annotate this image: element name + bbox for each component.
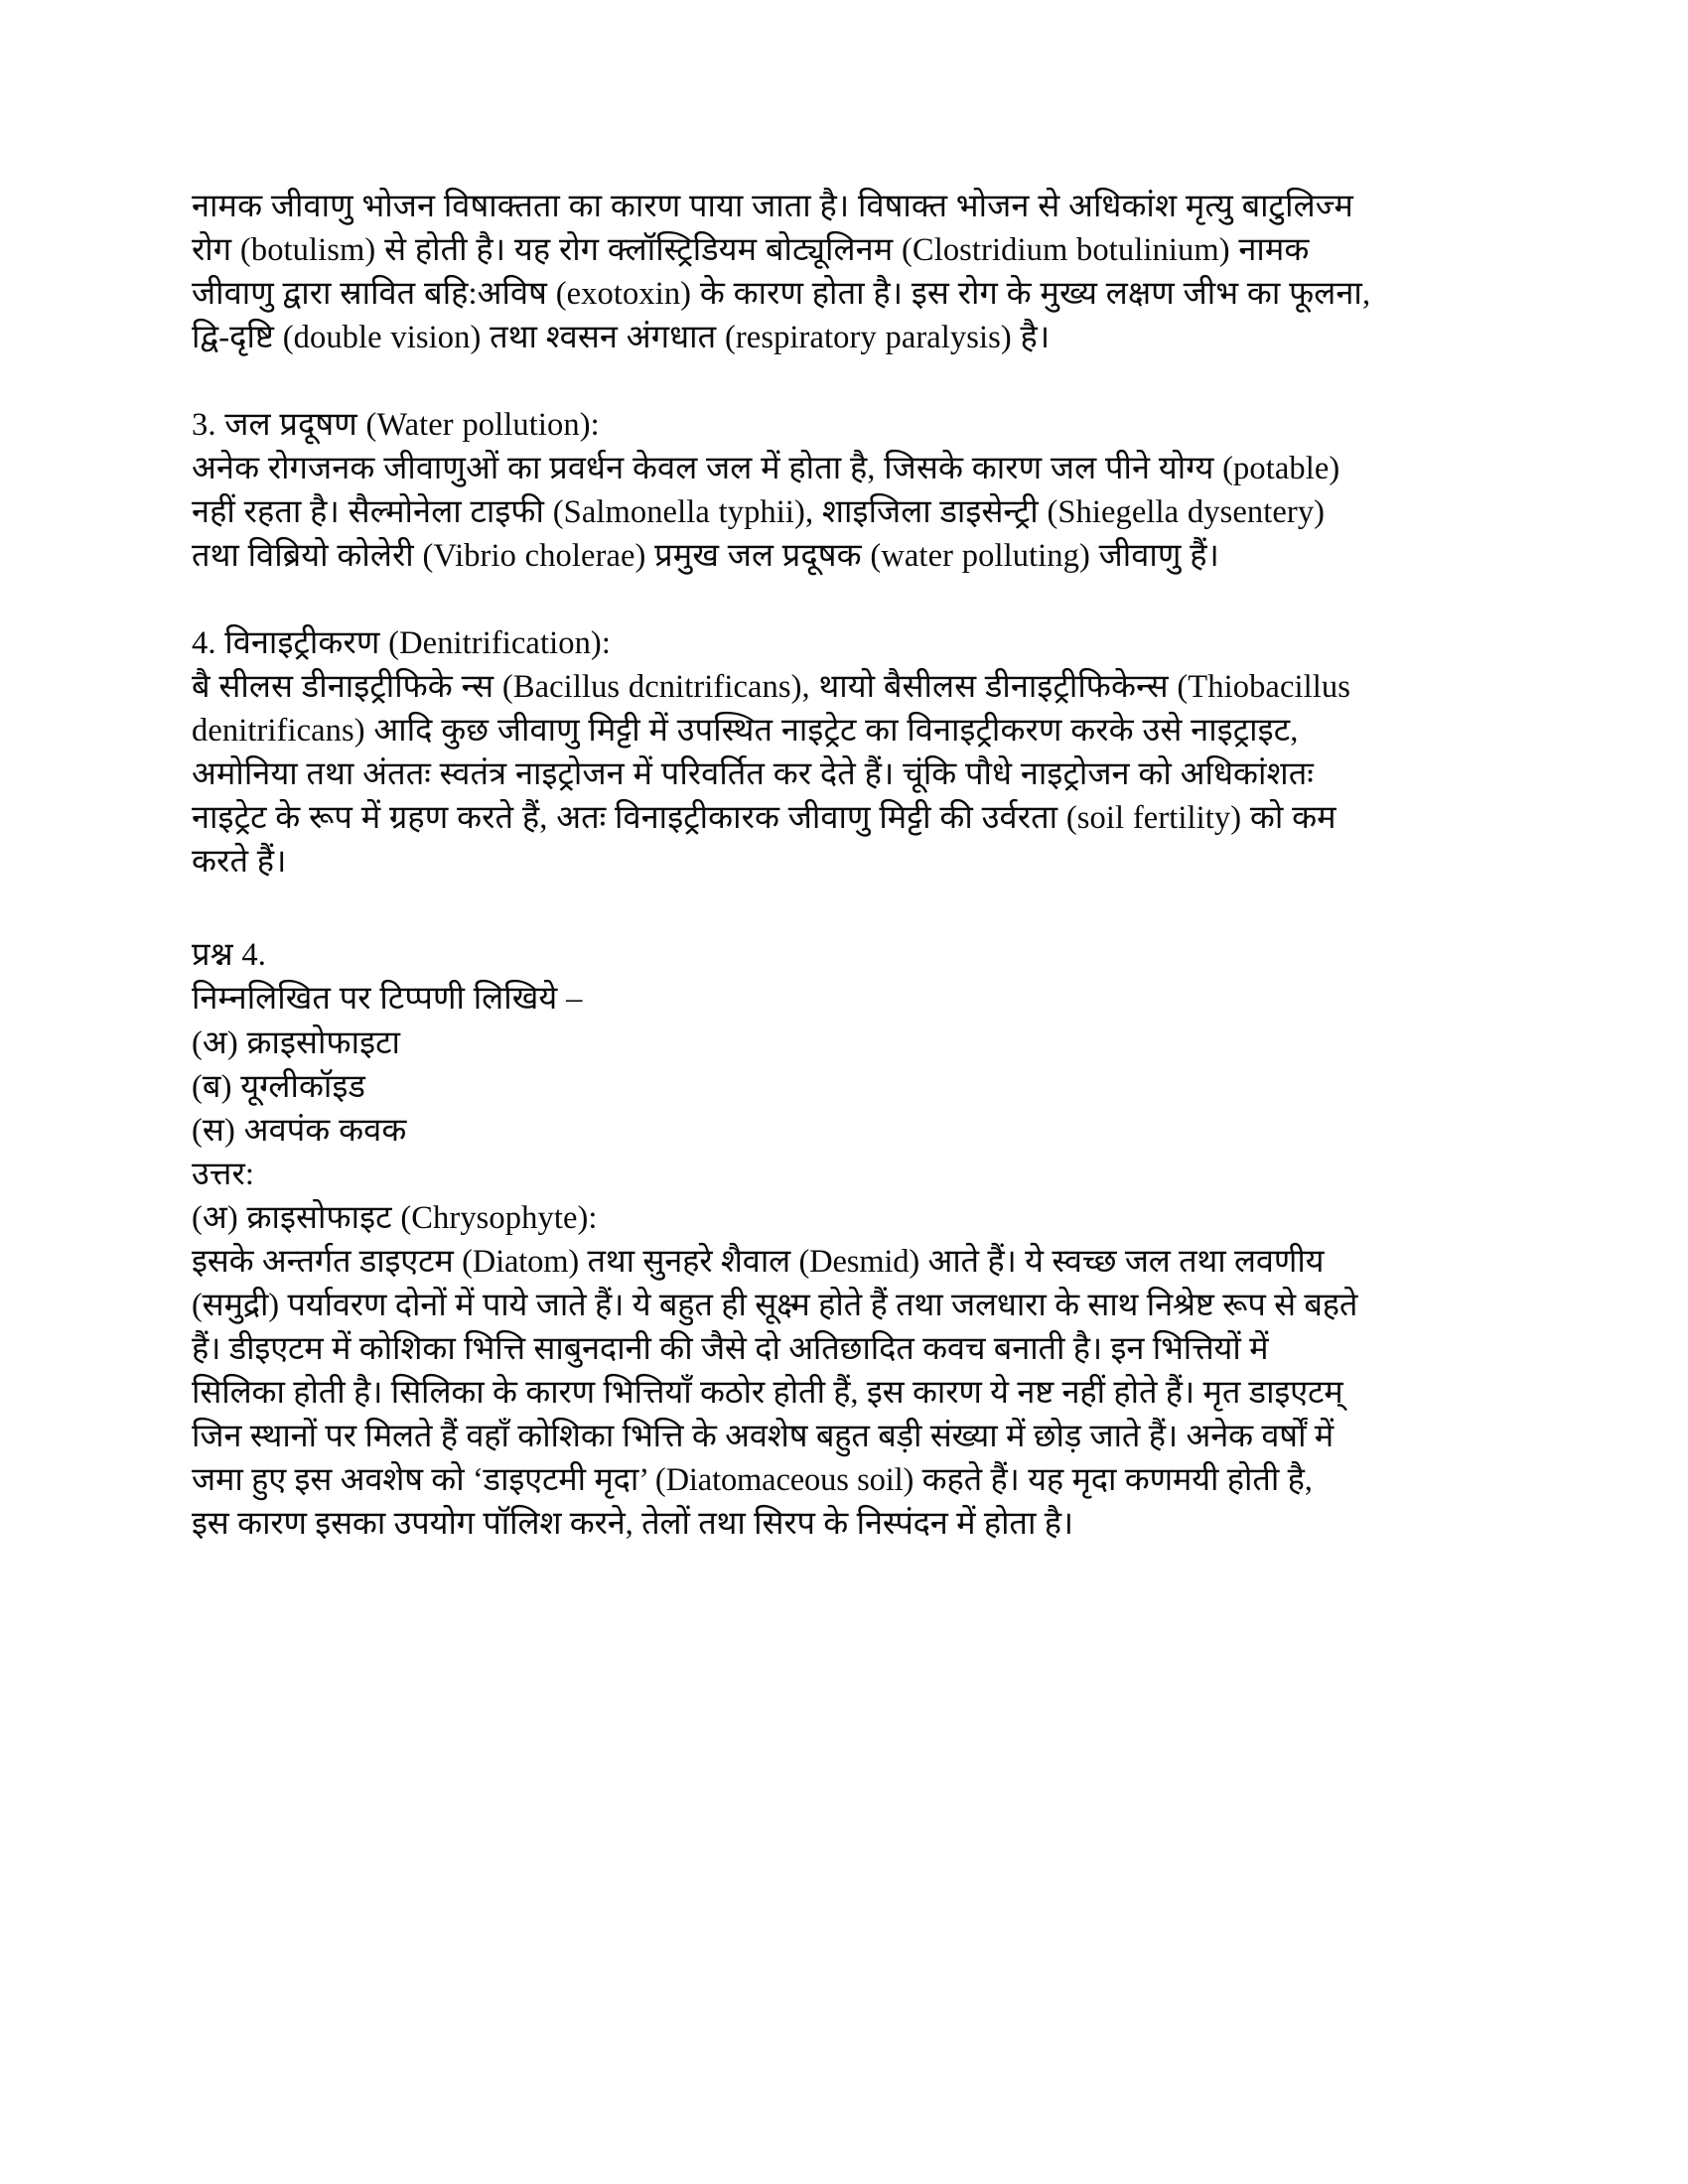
question-prompt: निम्नलिखित पर टिप्पणी लिखिये – <box>192 981 583 1018</box>
question-block <box>192 933 1484 1239</box>
question-option-c: (स) अवपंक कवक <box>192 1112 407 1149</box>
text-line: अनेक रोगजनक जीवाणुओं का प्रवर्धन केवल जल में होता है, जिसके कारण जल पीने योग्य (potable) <box>192 451 1340 487</box>
section-spacer <box>192 884 1484 933</box>
paragraph-denitrification <box>192 665 1484 884</box>
text-line: नहीं रहता है। सैल्मोनेला टाइफी (Salmonella typhii), शाइजिला डाइसेन्ट्री (Shiegella dysentery) <box>192 494 1326 531</box>
heading-text: 4. विनाइट्रीकरण (Denitrification): <box>192 625 611 662</box>
text-line: द्वि-दृष्टि (double vision) तथा श्वसन अंगधात (respiratory paralysis) है। <box>192 320 1051 356</box>
text-line: इस कारण इसका उपयोग पॉलिश करने, तेलों तथा सिरप के निस्पंदन में होता है। <box>192 1505 1073 1542</box>
paragraph-chrysophyte <box>192 1240 1484 1546</box>
heading-water-pollution <box>192 403 1484 447</box>
text-line: नामक जीवाणु भोजन विषाक्तता का कारण पाया जाता है। विषाक्त भोजन से अधिकांश मृत्यु बाटुलिज्म <box>192 189 1353 224</box>
text-line: जिन स्थानों पर मिलते हैं वहाँ कोशिका भित्ति के अवशेष बहुत बड़ी संख्या में छोड़ जाते हैं। अनेक वर्षों में <box>192 1418 1335 1454</box>
question-option-b: (ब) यूग्लीकॉइड <box>192 1068 365 1105</box>
question-option-a: (अ) क्राइसोफाइटा <box>192 1024 401 1061</box>
question-number: प्रश्न 4. <box>192 937 266 974</box>
paragraph-food-poisoning <box>192 185 1484 359</box>
text-line: नाइट्रेट के रूप में ग्रहण करते हैं, अतः विनाइट्रीकारक जीवाणु मिट्टी की उर्वरता (soil fertility) को कम <box>192 800 1336 837</box>
paragraph-spacer <box>192 359 1484 403</box>
text-line: बै सीलस डीनाइट्रीफिके न्स (Bacillus dcnitrificans), थायो बैसीलस डीनाइट्रीफिकेन्स (Thiobacillus <box>192 669 1350 706</box>
text-line: हैं। डीइएटम में कोशिका भित्ति साबुनदानी की जैसे दो अतिछादित कवच बनाती है। इन भित्तियों में <box>192 1330 1269 1367</box>
text-line: जीवाणु द्वारा स्रावित बहि:अविष (exotoxin) के कारण होता है। इस रोग के मुख्य लक्षण जीभ का फूलना, <box>192 276 1371 313</box>
text-line: रोग (botulism) से होती है। यह रोग क्लॉस्ट्रिडियम बोट्यूलिनम (Clostridium botulinium) नामक <box>192 232 1310 269</box>
text-line: इसके अन्तर्गत डाइएटम (Diatom) तथा सुनहरे शैवाल (Desmid) आते हैं। ये स्वच्छ जल तथा लवणीय <box>192 1243 1325 1280</box>
text-line: अमोनिया तथा अंततः स्वतंत्र नाइट्रोजन में परिवर्तित कर देते हैं। चूंकि पौधे नाइट्रोजन को अधिकांशतः <box>192 756 1314 793</box>
answer-label: उत्तर: <box>192 1156 254 1192</box>
paragraph-water-pollution <box>192 447 1484 578</box>
text-line: (समुद्री) पर्यावरण दोनों में पाये जाते हैं। ये बहुत ही सूक्ष्म होते हैं तथा जलधारा के साथ निश्रेष्ट रूप से बहते <box>192 1287 1358 1323</box>
text-line: तथा विब्रियो कोलेरी (Vibrio cholerae) प्रमुख जल प्रदूषक (water polluting) जीवाणु हैं। <box>192 538 1219 575</box>
document-body <box>192 185 1484 1546</box>
text-line: जमा हुए इस अवशेष को ‘डाइएटमी मृदा’ (Diatomaceous soil) कहते हैं। यह मृदा कणमयी होती है, <box>192 1461 1313 1498</box>
heading-text: 3. जल प्रदूषण (Water pollution): <box>192 407 600 444</box>
text-line: करते हैं। <box>192 844 287 881</box>
heading-denitrification <box>192 621 1484 665</box>
text-line: सिलिका होती है। सिलिका के कारण भित्तियाँ कठोर होती हैं, इस कारण ये नष्ट नहीं होते हैं। मृत डाइएटम् <box>192 1374 1343 1411</box>
text-line: denitrificans) आदि कुछ जीवाणु मिट्टी में उपस्थित नाइट्रेट का विनाइट्रीकरण करके उसे नाइट्राइट, <box>192 713 1299 750</box>
answer-subheading-a: (अ) क्राइसोफाइट (Chrysophyte): <box>192 1199 598 1236</box>
paragraph-spacer <box>192 578 1484 621</box>
